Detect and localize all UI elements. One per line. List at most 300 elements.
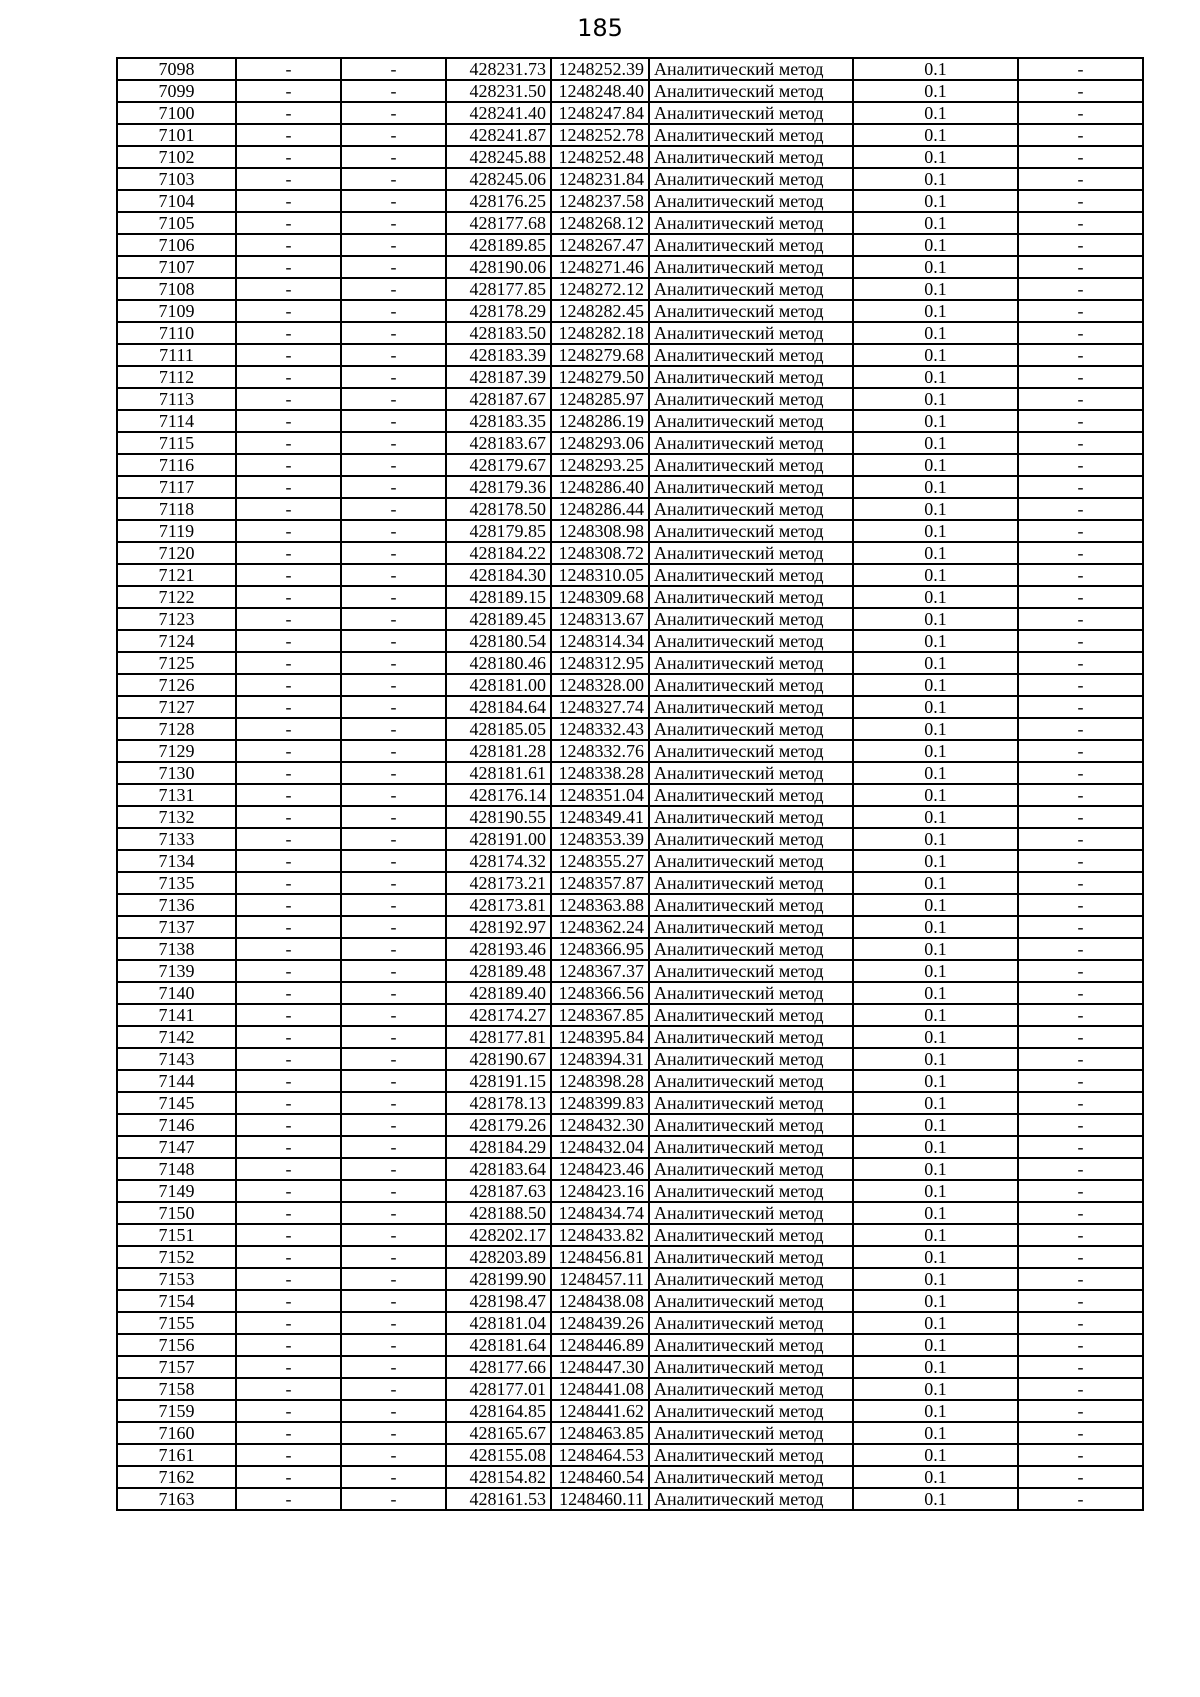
table-row <box>117 1466 1143 1488</box>
x-coordinate-cell: 428174.27 <box>446 1004 551 1026</box>
dash-cell: - <box>341 1466 446 1488</box>
table-row <box>117 322 1143 344</box>
accuracy-cell: 0.1 <box>853 1246 1018 1268</box>
table-row <box>117 212 1143 234</box>
dash-cell: - <box>236 542 341 564</box>
table-row <box>117 344 1143 366</box>
table-row <box>117 542 1143 564</box>
accuracy-cell: 0.1 <box>853 1290 1018 1312</box>
dash-cell: - <box>341 388 446 410</box>
y-coordinate-cell: 1248279.50 <box>551 366 649 388</box>
method-cell: Аналитический метод <box>649 674 853 696</box>
table-row <box>117 872 1143 894</box>
dash-cell: - <box>236 1114 341 1136</box>
x-coordinate-cell: 428179.36 <box>446 476 551 498</box>
dash-cell: - <box>341 564 446 586</box>
dash-cell: - <box>236 872 341 894</box>
table-row <box>117 234 1143 256</box>
point-number-cell: 7125 <box>117 652 236 674</box>
y-coordinate-cell: 1248328.00 <box>551 674 649 696</box>
x-coordinate-cell: 428188.50 <box>446 1202 551 1224</box>
dash-cell: - <box>341 1004 446 1026</box>
point-number-cell: 7155 <box>117 1312 236 1334</box>
table-row <box>117 564 1143 586</box>
method-cell: Аналитический метод <box>649 1136 853 1158</box>
point-number-cell: 7130 <box>117 762 236 784</box>
point-number-cell: 7147 <box>117 1136 236 1158</box>
dash-cell: - <box>236 1092 341 1114</box>
point-number-cell: 7118 <box>117 498 236 520</box>
table-row <box>117 674 1143 696</box>
y-coordinate-cell: 1248441.08 <box>551 1378 649 1400</box>
y-coordinate-cell: 1248353.39 <box>551 828 649 850</box>
dash-cell: - <box>1018 1488 1143 1510</box>
method-cell: Аналитический метод <box>649 388 853 410</box>
x-coordinate-cell: 428179.26 <box>446 1114 551 1136</box>
dash-cell: - <box>341 366 446 388</box>
y-coordinate-cell: 1248282.45 <box>551 300 649 322</box>
dash-cell: - <box>1018 80 1143 102</box>
page-number: 185 <box>577 14 623 42</box>
dash-cell: - <box>236 674 341 696</box>
table-row <box>117 432 1143 454</box>
x-coordinate-cell: 428164.85 <box>446 1400 551 1422</box>
x-coordinate-cell: 428184.30 <box>446 564 551 586</box>
method-cell: Аналитический метод <box>649 1070 853 1092</box>
table-row <box>117 190 1143 212</box>
y-coordinate-cell: 1248366.95 <box>551 938 649 960</box>
dash-cell: - <box>236 1048 341 1070</box>
dash-cell: - <box>341 1158 446 1180</box>
dash-cell: - <box>1018 1026 1143 1048</box>
method-cell: Аналитический метод <box>649 300 853 322</box>
dash-cell: - <box>1018 432 1143 454</box>
y-coordinate-cell: 1248271.46 <box>551 256 649 278</box>
accuracy-cell: 0.1 <box>853 1378 1018 1400</box>
dash-cell: - <box>341 784 446 806</box>
x-coordinate-cell: 428174.32 <box>446 850 551 872</box>
method-cell: Аналитический метод <box>649 476 853 498</box>
y-coordinate-cell: 1248286.40 <box>551 476 649 498</box>
accuracy-cell: 0.1 <box>853 124 1018 146</box>
dash-cell: - <box>341 1224 446 1246</box>
dash-cell: - <box>341 1180 446 1202</box>
point-number-cell: 7104 <box>117 190 236 212</box>
dash-cell: - <box>1018 1422 1143 1444</box>
accuracy-cell: 0.1 <box>853 982 1018 1004</box>
accuracy-cell: 0.1 <box>853 212 1018 234</box>
table-row <box>117 454 1143 476</box>
method-cell: Аналитический метод <box>649 146 853 168</box>
dash-cell: - <box>1018 212 1143 234</box>
point-number-cell: 7099 <box>117 80 236 102</box>
y-coordinate-cell: 1248366.56 <box>551 982 649 1004</box>
dash-cell: - <box>1018 828 1143 850</box>
accuracy-cell: 0.1 <box>853 542 1018 564</box>
dash-cell: - <box>236 234 341 256</box>
method-cell: Аналитический метод <box>649 608 853 630</box>
x-coordinate-cell: 428245.06 <box>446 168 551 190</box>
x-coordinate-cell: 428177.01 <box>446 1378 551 1400</box>
x-coordinate-cell: 428177.85 <box>446 278 551 300</box>
dash-cell: - <box>1018 322 1143 344</box>
dash-cell: - <box>341 256 446 278</box>
table-row <box>117 1026 1143 1048</box>
point-number-cell: 7142 <box>117 1026 236 1048</box>
dash-cell: - <box>236 784 341 806</box>
table-row <box>117 718 1143 740</box>
dash-cell: - <box>1018 476 1143 498</box>
method-cell: Аналитический метод <box>649 410 853 432</box>
dash-cell: - <box>341 102 446 124</box>
method-cell: Аналитический метод <box>649 278 853 300</box>
table-body <box>117 58 1143 1510</box>
x-coordinate-cell: 428181.61 <box>446 762 551 784</box>
accuracy-cell: 0.1 <box>853 806 1018 828</box>
dash-cell: - <box>341 300 446 322</box>
table-row <box>117 630 1143 652</box>
method-cell: Аналитический метод <box>649 366 853 388</box>
point-number-cell: 7112 <box>117 366 236 388</box>
dash-cell: - <box>1018 652 1143 674</box>
point-number-cell: 7110 <box>117 322 236 344</box>
dash-cell: - <box>236 982 341 1004</box>
dash-cell: - <box>1018 608 1143 630</box>
table-row <box>117 1290 1143 1312</box>
accuracy-cell: 0.1 <box>853 564 1018 586</box>
accuracy-cell: 0.1 <box>853 1224 1018 1246</box>
accuracy-cell: 0.1 <box>853 1312 1018 1334</box>
method-cell: Аналитический метод <box>649 894 853 916</box>
dash-cell: - <box>236 1246 341 1268</box>
point-number-cell: 7106 <box>117 234 236 256</box>
point-number-cell: 7115 <box>117 432 236 454</box>
point-number-cell: 7098 <box>117 58 236 80</box>
method-cell: Аналитический метод <box>649 1092 853 1114</box>
accuracy-cell: 0.1 <box>853 608 1018 630</box>
accuracy-cell: 0.1 <box>853 58 1018 80</box>
dash-cell: - <box>1018 784 1143 806</box>
y-coordinate-cell: 1248456.81 <box>551 1246 649 1268</box>
x-coordinate-cell: 428187.39 <box>446 366 551 388</box>
point-number-cell: 7109 <box>117 300 236 322</box>
y-coordinate-cell: 1248432.04 <box>551 1136 649 1158</box>
dash-cell: - <box>236 1136 341 1158</box>
accuracy-cell: 0.1 <box>853 894 1018 916</box>
point-number-cell: 7113 <box>117 388 236 410</box>
accuracy-cell: 0.1 <box>853 322 1018 344</box>
dash-cell: - <box>236 1224 341 1246</box>
dash-cell: - <box>236 454 341 476</box>
accuracy-cell: 0.1 <box>853 366 1018 388</box>
dash-cell: - <box>341 58 446 80</box>
dash-cell: - <box>1018 894 1143 916</box>
dash-cell: - <box>236 432 341 454</box>
y-coordinate-cell: 1248293.06 <box>551 432 649 454</box>
method-cell: Аналитический метод <box>649 1488 853 1510</box>
method-cell: Аналитический метод <box>649 1268 853 1290</box>
table-row <box>117 1048 1143 1070</box>
point-number-cell: 7157 <box>117 1356 236 1378</box>
y-coordinate-cell: 1248460.11 <box>551 1488 649 1510</box>
table-row <box>117 762 1143 784</box>
table-row <box>117 1158 1143 1180</box>
x-coordinate-cell: 428180.46 <box>446 652 551 674</box>
dash-cell: - <box>341 1070 446 1092</box>
y-coordinate-cell: 1248313.67 <box>551 608 649 630</box>
dash-cell: - <box>341 168 446 190</box>
table-row <box>117 1246 1143 1268</box>
point-number-cell: 7121 <box>117 564 236 586</box>
point-number-cell: 7143 <box>117 1048 236 1070</box>
accuracy-cell: 0.1 <box>853 388 1018 410</box>
method-cell: Аналитический метод <box>649 542 853 564</box>
dash-cell: - <box>236 1268 341 1290</box>
point-number-cell: 7136 <box>117 894 236 916</box>
x-coordinate-cell: 428190.06 <box>446 256 551 278</box>
dash-cell: - <box>1018 762 1143 784</box>
dash-cell: - <box>1018 1290 1143 1312</box>
y-coordinate-cell: 1248460.54 <box>551 1466 649 1488</box>
table-row <box>117 58 1143 80</box>
dash-cell: - <box>236 1466 341 1488</box>
point-number-cell: 7150 <box>117 1202 236 1224</box>
y-coordinate-cell: 1248367.85 <box>551 1004 649 1026</box>
accuracy-cell: 0.1 <box>853 146 1018 168</box>
dash-cell: - <box>1018 1158 1143 1180</box>
table-row <box>117 498 1143 520</box>
accuracy-cell: 0.1 <box>853 872 1018 894</box>
point-number-cell: 7102 <box>117 146 236 168</box>
y-coordinate-cell: 1248423.46 <box>551 1158 649 1180</box>
point-number-cell: 7133 <box>117 828 236 850</box>
x-coordinate-cell: 428187.67 <box>446 388 551 410</box>
x-coordinate-cell: 428187.63 <box>446 1180 551 1202</box>
method-cell: Аналитический метод <box>649 124 853 146</box>
method-cell: Аналитический метод <box>649 762 853 784</box>
method-cell: Аналитический метод <box>649 806 853 828</box>
dash-cell: - <box>1018 916 1143 938</box>
point-number-cell: 7120 <box>117 542 236 564</box>
dash-cell: - <box>236 608 341 630</box>
dash-cell: - <box>236 1378 341 1400</box>
accuracy-cell: 0.1 <box>853 1466 1018 1488</box>
point-number-cell: 7103 <box>117 168 236 190</box>
method-cell: Аналитический метод <box>649 1224 853 1246</box>
x-coordinate-cell: 428185.05 <box>446 718 551 740</box>
point-number-cell: 7117 <box>117 476 236 498</box>
method-cell: Аналитический метод <box>649 190 853 212</box>
y-coordinate-cell: 1248463.85 <box>551 1422 649 1444</box>
dash-cell: - <box>341 520 446 542</box>
accuracy-cell: 0.1 <box>853 960 1018 982</box>
x-coordinate-cell: 428189.45 <box>446 608 551 630</box>
x-coordinate-cell: 428176.14 <box>446 784 551 806</box>
accuracy-cell: 0.1 <box>853 1444 1018 1466</box>
y-coordinate-cell: 1248351.04 <box>551 784 649 806</box>
y-coordinate-cell: 1248394.31 <box>551 1048 649 1070</box>
point-number-cell: 7156 <box>117 1334 236 1356</box>
accuracy-cell: 0.1 <box>853 718 1018 740</box>
x-coordinate-cell: 428178.50 <box>446 498 551 520</box>
accuracy-cell: 0.1 <box>853 190 1018 212</box>
point-number-cell: 7149 <box>117 1180 236 1202</box>
dash-cell: - <box>1018 1070 1143 1092</box>
dash-cell: - <box>1018 1180 1143 1202</box>
dash-cell: - <box>1018 278 1143 300</box>
table-row <box>117 982 1143 1004</box>
method-cell: Аналитический метод <box>649 212 853 234</box>
x-coordinate-cell: 428176.25 <box>446 190 551 212</box>
dash-cell: - <box>341 1400 446 1422</box>
x-coordinate-cell: 428183.67 <box>446 432 551 454</box>
table-row <box>117 278 1143 300</box>
table-row <box>117 1422 1143 1444</box>
dash-cell: - <box>1018 1202 1143 1224</box>
method-cell: Аналитический метод <box>649 1158 853 1180</box>
dash-cell: - <box>341 960 446 982</box>
x-coordinate-cell: 428202.17 <box>446 1224 551 1246</box>
table-row <box>117 1136 1143 1158</box>
dash-cell: - <box>1018 300 1143 322</box>
dash-cell: - <box>236 102 341 124</box>
dash-cell: - <box>1018 1048 1143 1070</box>
point-number-cell: 7160 <box>117 1422 236 1444</box>
dash-cell: - <box>1018 960 1143 982</box>
dash-cell: - <box>341 982 446 1004</box>
dash-cell: - <box>236 938 341 960</box>
dash-cell: - <box>1018 168 1143 190</box>
accuracy-cell: 0.1 <box>853 1070 1018 1092</box>
dash-cell: - <box>341 1268 446 1290</box>
dash-cell: - <box>1018 190 1143 212</box>
table-row <box>117 740 1143 762</box>
x-coordinate-cell: 428231.73 <box>446 58 551 80</box>
dash-cell: - <box>341 498 446 520</box>
dash-cell: - <box>341 938 446 960</box>
dash-cell: - <box>341 762 446 784</box>
x-coordinate-cell: 428245.88 <box>446 146 551 168</box>
dash-cell: - <box>236 1444 341 1466</box>
accuracy-cell: 0.1 <box>853 938 1018 960</box>
dash-cell: - <box>236 366 341 388</box>
x-coordinate-cell: 428177.81 <box>446 1026 551 1048</box>
dash-cell: - <box>1018 696 1143 718</box>
dash-cell: - <box>236 762 341 784</box>
y-coordinate-cell: 1248423.16 <box>551 1180 649 1202</box>
method-cell: Аналитический метод <box>649 1356 853 1378</box>
dash-cell: - <box>341 1202 446 1224</box>
accuracy-cell: 0.1 <box>853 1048 1018 1070</box>
dash-cell: - <box>1018 938 1143 960</box>
y-coordinate-cell: 1248363.88 <box>551 894 649 916</box>
accuracy-cell: 0.1 <box>853 344 1018 366</box>
y-coordinate-cell: 1248398.28 <box>551 1070 649 1092</box>
method-cell: Аналитический метод <box>649 1004 853 1026</box>
dash-cell: - <box>236 124 341 146</box>
accuracy-cell: 0.1 <box>853 520 1018 542</box>
y-coordinate-cell: 1248362.24 <box>551 916 649 938</box>
dash-cell: - <box>236 1004 341 1026</box>
y-coordinate-cell: 1248267.47 <box>551 234 649 256</box>
table-row <box>117 894 1143 916</box>
dash-cell: - <box>1018 674 1143 696</box>
dash-cell: - <box>236 1356 341 1378</box>
method-cell: Аналитический метод <box>649 432 853 454</box>
dash-cell: - <box>236 80 341 102</box>
dash-cell: - <box>1018 520 1143 542</box>
dash-cell: - <box>236 1488 341 1510</box>
dash-cell: - <box>1018 454 1143 476</box>
table-row <box>117 256 1143 278</box>
method-cell: Аналитический метод <box>649 1048 853 1070</box>
dash-cell: - <box>1018 850 1143 872</box>
method-cell: Аналитический метод <box>649 960 853 982</box>
dash-cell: - <box>341 542 446 564</box>
dash-cell: - <box>341 1092 446 1114</box>
dash-cell: - <box>236 630 341 652</box>
table-row <box>117 784 1143 806</box>
y-coordinate-cell: 1248272.12 <box>551 278 649 300</box>
dash-cell: - <box>1018 1004 1143 1026</box>
method-cell: Аналитический метод <box>649 256 853 278</box>
dash-cell: - <box>1018 1356 1143 1378</box>
dash-cell: - <box>1018 1268 1143 1290</box>
dash-cell: - <box>341 1048 446 1070</box>
y-coordinate-cell: 1248286.19 <box>551 410 649 432</box>
point-number-cell: 7128 <box>117 718 236 740</box>
dash-cell: - <box>341 1422 446 1444</box>
table-row <box>117 652 1143 674</box>
point-number-cell: 7153 <box>117 1268 236 1290</box>
point-number-cell: 7158 <box>117 1378 236 1400</box>
x-coordinate-cell: 428183.64 <box>446 1158 551 1180</box>
x-coordinate-cell: 428178.29 <box>446 300 551 322</box>
y-coordinate-cell: 1248446.89 <box>551 1334 649 1356</box>
accuracy-cell: 0.1 <box>853 630 1018 652</box>
dash-cell: - <box>236 498 341 520</box>
method-cell: Аналитический метод <box>649 1202 853 1224</box>
dash-cell: - <box>341 190 446 212</box>
point-number-cell: 7161 <box>117 1444 236 1466</box>
method-cell: Аналитический метод <box>649 586 853 608</box>
x-coordinate-cell: 428183.39 <box>446 344 551 366</box>
y-coordinate-cell: 1248441.62 <box>551 1400 649 1422</box>
dash-cell: - <box>341 1444 446 1466</box>
method-cell: Аналитический метод <box>649 872 853 894</box>
point-number-cell: 7105 <box>117 212 236 234</box>
x-coordinate-cell: 428198.47 <box>446 1290 551 1312</box>
dash-cell: - <box>1018 1334 1143 1356</box>
dash-cell: - <box>341 322 446 344</box>
table-row <box>117 1444 1143 1466</box>
dash-cell: - <box>1018 58 1143 80</box>
dash-cell: - <box>236 1422 341 1444</box>
accuracy-cell: 0.1 <box>853 1158 1018 1180</box>
x-coordinate-cell: 428183.35 <box>446 410 551 432</box>
dash-cell: - <box>1018 1224 1143 1246</box>
dash-cell: - <box>1018 234 1143 256</box>
table-row <box>117 1202 1143 1224</box>
point-number-cell: 7148 <box>117 1158 236 1180</box>
y-coordinate-cell: 1248464.53 <box>551 1444 649 1466</box>
dash-cell: - <box>1018 1092 1143 1114</box>
y-coordinate-cell: 1248308.72 <box>551 542 649 564</box>
dash-cell: - <box>1018 872 1143 894</box>
dash-cell: - <box>1018 1246 1143 1268</box>
point-number-cell: 7139 <box>117 960 236 982</box>
point-number-cell: 7135 <box>117 872 236 894</box>
